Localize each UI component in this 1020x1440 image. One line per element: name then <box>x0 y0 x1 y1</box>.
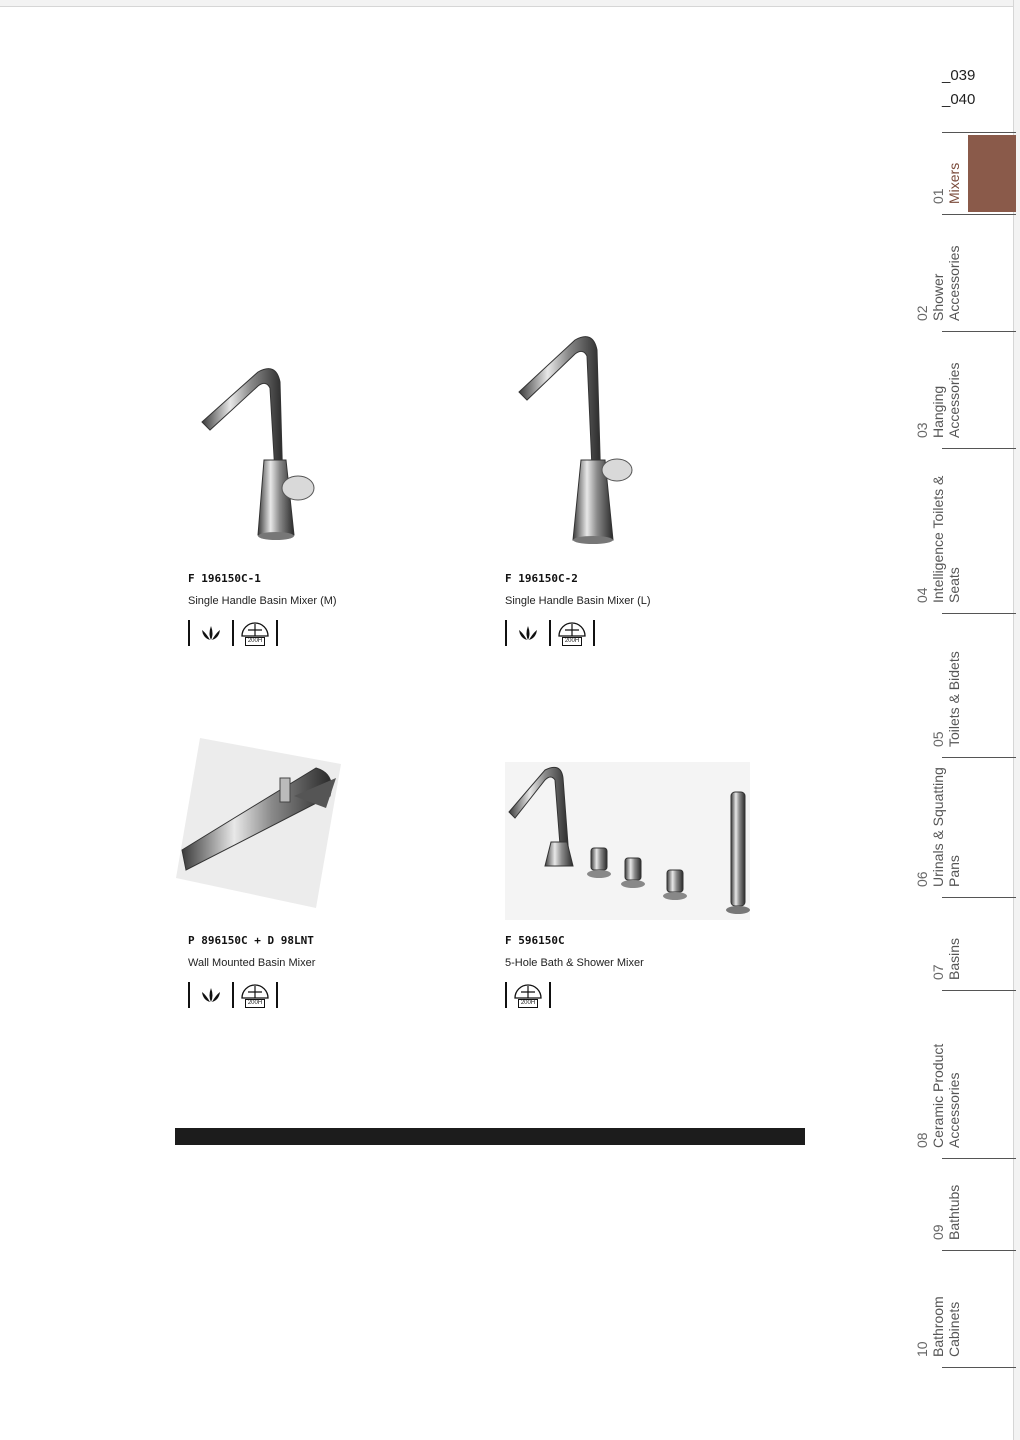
200h-spray-icon <box>238 982 272 1008</box>
product-name: Single Handle Basin Mixer (M) <box>188 595 337 607</box>
chapter-nav <box>914 132 1016 1368</box>
water-saving-icon <box>194 620 228 646</box>
water-saving-icon <box>511 620 545 646</box>
nav-tab-mixers[interactable] <box>930 132 1016 214</box>
nav-tab-basins[interactable] <box>930 897 1016 990</box>
badge-text: 200H <box>518 999 538 1008</box>
bath-shower-mixer-image <box>505 762 750 920</box>
nav-tab-toilets-bidets[interactable] <box>930 613 1016 757</box>
product-badges <box>505 981 765 1009</box>
nav-label: Shower Accessories <box>930 245 962 321</box>
nav-label: Toilets & Bidets <box>946 651 962 747</box>
nav-number: 09 <box>930 1224 946 1240</box>
nav-tab-ceramic-accessories[interactable] <box>914 990 1016 1158</box>
nav-tab-bathtubs[interactable] <box>930 1158 1016 1250</box>
nav-tab-hanging-accessories[interactable] <box>914 331 1016 448</box>
product-code: P 896150C + D 98LNT <box>188 934 314 947</box>
product-badges <box>188 981 448 1009</box>
nav-label: Basins <box>946 937 962 980</box>
nav-number: 01 <box>930 188 946 204</box>
page-numbers <box>942 64 975 112</box>
badge-text: 200H <box>245 999 265 1008</box>
product-name: 5-Hole Bath & Shower Mixer <box>505 957 644 969</box>
product-code: F 196150C-2 <box>505 572 578 585</box>
200h-spray-icon <box>238 620 272 646</box>
water-saving-icon <box>194 982 228 1008</box>
product-badges <box>188 619 428 647</box>
nav-number: 08 <box>914 1132 930 1148</box>
product-badges <box>505 619 745 647</box>
nav-label: Bathroom Cabinets <box>930 1296 962 1357</box>
nav-label: Intelligence Toilets & Seats <box>930 475 962 603</box>
nav-tab-shower-accessories[interactable] <box>914 214 1016 331</box>
badge-text: 200H <box>562 637 582 646</box>
badge-text: 200H <box>245 637 265 646</box>
nav-label: Urinals & Squatting Pans <box>930 767 962 887</box>
active-tab-marker <box>968 135 1016 212</box>
nav-number: 05 <box>930 731 946 747</box>
page-number-left: _039 <box>942 67 976 84</box>
section-divider-bar <box>175 1128 805 1145</box>
nav-label: Ceramic Product Accessories <box>930 1043 962 1148</box>
nav-number: 07 <box>930 964 946 980</box>
product-name: Single Handle Basin Mixer (L) <box>505 595 651 607</box>
handle <box>587 848 611 878</box>
nav-number: 04 <box>914 587 930 603</box>
basin-mixer-image <box>188 360 328 545</box>
basin-mixer-image <box>505 330 645 545</box>
wall-mixer-image <box>176 738 341 908</box>
nav-number: 02 <box>914 305 930 321</box>
nav-label: Mixers <box>946 162 962 204</box>
nav-label: Bathtubs <box>946 1184 962 1240</box>
nav-tab-urinals[interactable] <box>914 757 1016 897</box>
page-edge-top <box>0 0 1020 7</box>
product-name: Wall Mounted Basin Mixer <box>188 957 316 969</box>
200h-spray-icon <box>555 620 589 646</box>
nav-label: Hanging Accessories <box>930 362 962 438</box>
nav-number: 10 <box>914 1341 930 1357</box>
nav-tab-bathroom-cabinets[interactable] <box>914 1250 1016 1368</box>
product-code: F 196150C-1 <box>188 572 261 585</box>
nav-number: 06 <box>914 871 930 887</box>
nav-number: 03 <box>914 422 930 438</box>
200h-spray-icon <box>511 982 545 1008</box>
page-number-right: _040 <box>942 91 976 108</box>
product-code: F 596150C <box>505 934 565 947</box>
nav-tab-intelligence-toilets[interactable] <box>914 448 1016 613</box>
